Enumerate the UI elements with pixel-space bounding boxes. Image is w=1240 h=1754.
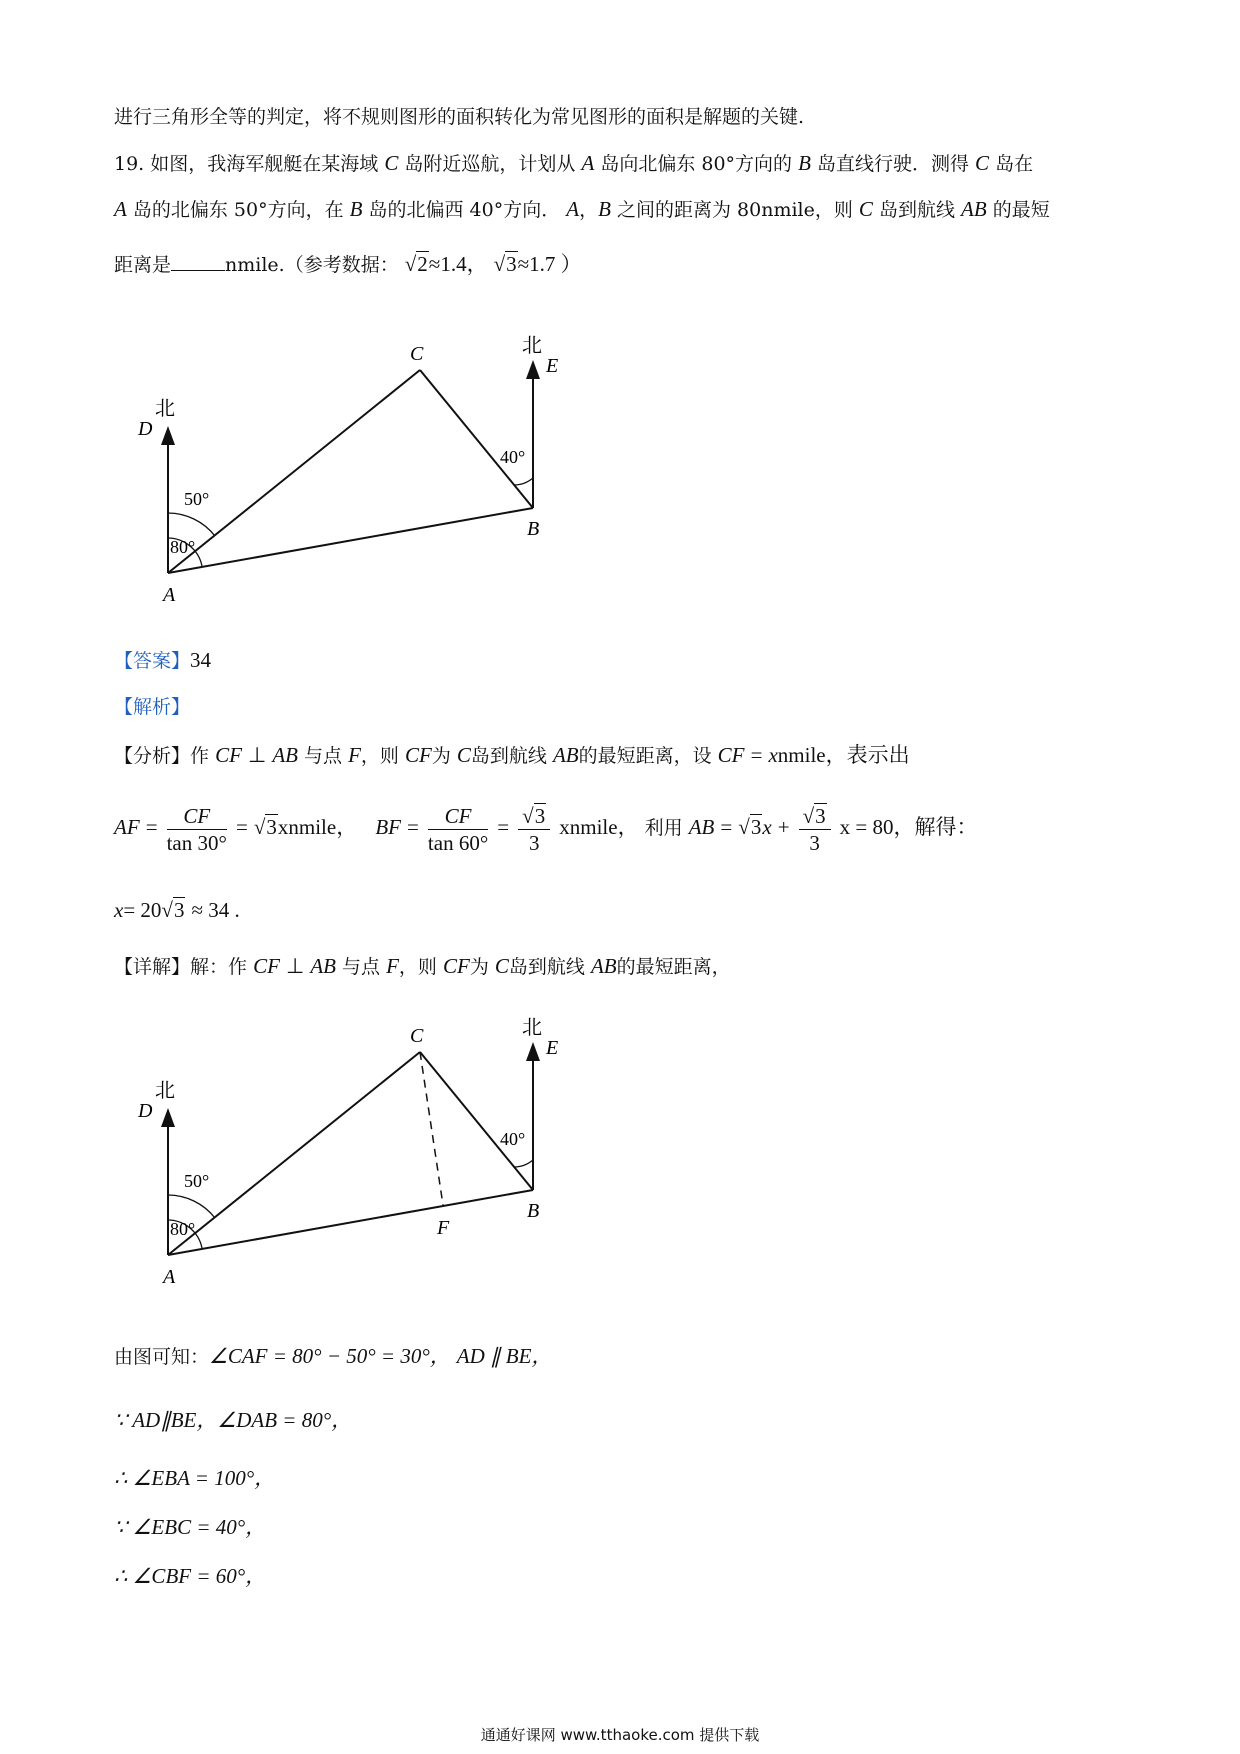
angle-50: 50° xyxy=(184,1171,210,1191)
question-line-3 xyxy=(114,250,582,278)
sqrt-3: √3 xyxy=(493,252,517,276)
text: 岛在 xyxy=(995,153,1034,175)
point-label: A xyxy=(581,151,595,175)
text: 与点 xyxy=(342,956,381,978)
segment-label: AB xyxy=(552,743,579,767)
formula-text: xnmile， xyxy=(559,815,639,839)
point-label: F xyxy=(386,954,399,978)
point-label: C xyxy=(384,151,399,175)
text: nmile，表示出 xyxy=(777,743,910,767)
answer-value: 34 xyxy=(190,648,212,672)
point-D: D xyxy=(138,1100,153,1122)
text: ≈1.4， xyxy=(428,252,488,276)
text: ⊥ xyxy=(285,954,305,978)
formula-text: = xyxy=(720,815,733,839)
angle-50: 50° xyxy=(184,489,210,509)
point-label: C xyxy=(975,151,990,175)
text: 岛向北偏东 80°方向的 xyxy=(600,153,793,175)
denominator: tan 30° xyxy=(166,830,227,855)
text: 由图可知： xyxy=(114,1346,210,1368)
formula-text: ≈ 34 . xyxy=(191,898,240,922)
angle-40: 40° xyxy=(500,1129,526,1149)
fenxi-line xyxy=(114,742,910,769)
north-label: 北 xyxy=(522,335,542,357)
denominator: 3 xyxy=(809,830,820,855)
text: = xyxy=(750,743,763,767)
figure-1 xyxy=(120,330,720,610)
text: 岛的北偏东 50°方向，在 xyxy=(132,199,344,221)
segment-label: AB xyxy=(961,197,987,221)
north-arrow-icon xyxy=(161,426,175,445)
point-label: A xyxy=(114,197,127,221)
text: ≈1.7 ） xyxy=(517,252,582,276)
point-C: C xyxy=(410,343,424,365)
answer-line xyxy=(114,647,211,674)
formula-text: BF xyxy=(375,815,401,839)
text: 如图，我海军舰艇在某海域 xyxy=(150,153,379,175)
question-number: 19. xyxy=(114,153,145,175)
north-label: 北 xyxy=(155,398,175,420)
step-4: ∵ ∠EBC = 40°， xyxy=(114,1515,267,1539)
segment-label: CF xyxy=(253,954,280,978)
text: 岛直线行驶．测得 xyxy=(816,153,969,175)
point-A: A xyxy=(163,1266,176,1288)
text: 为 xyxy=(469,956,489,978)
solution-line: x= 20√3 ≈ 34 . xyxy=(114,898,240,922)
text: 作 xyxy=(190,745,210,767)
step-2: ∵ AD∥BE，∠DAB = 80°， xyxy=(114,1408,353,1432)
point-E: E xyxy=(546,355,559,377)
point-label: B xyxy=(798,151,811,175)
sqrt-3: √3 xyxy=(253,815,277,839)
point-B: B xyxy=(527,518,540,540)
segment-label: CF xyxy=(442,954,470,978)
point-B: B xyxy=(527,1200,540,1222)
formula-text: x = 80，解得： xyxy=(839,815,978,839)
text: 岛的北偏西 40°方向． xyxy=(368,199,561,221)
answer-label: 【答案】 xyxy=(114,650,191,672)
question-line-1 xyxy=(114,150,1033,177)
answer-blank xyxy=(171,250,225,271)
text-line: 进行三角形全等的判定，将不规则图形的面积转化为常见图形的面积是解题的关键. xyxy=(114,106,805,128)
formula-text: AD ∥ BE， xyxy=(456,1344,553,1368)
point-label: B xyxy=(349,197,363,221)
fraction-sqrt3-3: $\frac{√3}{3}$ xyxy=(799,803,831,856)
text: 的最短 xyxy=(992,199,1050,221)
formula-text: x xyxy=(114,898,124,922)
step-1 xyxy=(114,1343,552,1370)
text: 岛到航线 xyxy=(508,956,585,978)
fraction-sqrt3-3: $\frac{√3}{3}$ xyxy=(518,803,550,856)
point-label: A xyxy=(566,197,580,221)
formula-text: x xyxy=(762,815,772,839)
segment-label: AB xyxy=(590,954,617,978)
text: ，则 xyxy=(398,956,437,978)
segment-label: AB xyxy=(310,954,336,978)
formula-line: AF = $\frac{CF}{\tan 30^\circ}$ = √3xnmile， BF = $\frac{CF}{\tan 60^\circ}$ = $\frac{√3}{3}$ xnmile， 利用 AB = √3x + $\frac{√3}{3}$ x = 80，解得： xyxy=(114,803,978,855)
text: 的最短距离， xyxy=(616,956,731,978)
segment-label: CF xyxy=(717,743,745,767)
text: ⊥ xyxy=(247,743,267,767)
point-E: E xyxy=(546,1037,559,1059)
text: 利用 xyxy=(644,817,683,839)
step-3: ∴ ∠EBA = 100°， xyxy=(114,1466,276,1490)
text: 岛到航线 xyxy=(878,199,955,221)
footer: 通通好课网 www.tthaoke.com 提供下载 xyxy=(480,1726,760,1744)
text: ， xyxy=(579,199,599,221)
variable: x xyxy=(768,743,778,767)
denominator: 3 xyxy=(528,830,540,855)
denominator: tan 60° xyxy=(427,830,489,855)
detail-label: 【详解】 xyxy=(114,956,191,978)
step-5: ∴ ∠CBF = 60°， xyxy=(114,1564,267,1588)
angle-80: 80° xyxy=(170,1219,196,1239)
text: 距离是 xyxy=(114,254,172,276)
text: 与点 xyxy=(304,745,343,767)
analysis-label: 【解析】 xyxy=(114,696,191,718)
formula-text: = xyxy=(497,815,510,839)
point-label: B xyxy=(598,197,611,221)
formula-text: = 20 xyxy=(123,898,162,922)
segment-label: CF xyxy=(404,743,432,767)
text: nmile.（参考数据： xyxy=(225,254,399,276)
formula-text: AF xyxy=(114,815,140,839)
north-label: 北 xyxy=(522,1017,542,1039)
angle-80: 80° xyxy=(170,537,196,557)
point-D: D xyxy=(138,418,153,440)
fraction-cf-tan30 xyxy=(167,803,227,856)
numerator: CF xyxy=(167,803,227,830)
text: 岛附近巡航，计划从 xyxy=(404,153,576,175)
formula-text: xnmile， xyxy=(277,815,358,839)
detail-line xyxy=(114,953,731,980)
point-label: F xyxy=(348,743,361,767)
formula-text: AB xyxy=(688,815,715,839)
fraction-cf-tan60 xyxy=(428,803,488,856)
angle-40: 40° xyxy=(500,447,526,467)
text: 为 xyxy=(431,745,451,767)
question-line-2 xyxy=(114,196,1050,223)
text: 的最短距离，设 xyxy=(578,745,712,767)
formula-text: = xyxy=(145,815,158,839)
formula-text: ∠CAF = 80° − 50° = 30°， xyxy=(209,1344,451,1368)
text: 岛到航线 xyxy=(470,745,547,767)
point-label: C xyxy=(858,197,873,221)
sqrt-2: √2 xyxy=(404,252,428,276)
formula-text: = xyxy=(407,815,419,839)
formula-text: + xyxy=(777,815,790,839)
segment-label: AB xyxy=(272,743,298,767)
point-C: C xyxy=(410,1025,424,1047)
formula-text: = xyxy=(235,815,248,839)
text: 之间的距离为 80nmile，则 xyxy=(617,199,853,221)
point-A: A xyxy=(163,584,176,606)
point-label: C xyxy=(456,743,471,767)
fenxi-label: 【分析】 xyxy=(114,745,191,767)
text: 解：作 xyxy=(190,956,248,978)
figure-2 xyxy=(120,1012,720,1292)
numerator: CF xyxy=(428,803,488,830)
point-F: F xyxy=(437,1217,450,1239)
segment-label: CF xyxy=(215,743,242,767)
point-label: C xyxy=(494,954,509,978)
text: ，则 xyxy=(360,745,399,767)
north-label: 北 xyxy=(155,1080,175,1102)
north-arrow-icon xyxy=(161,1108,175,1127)
